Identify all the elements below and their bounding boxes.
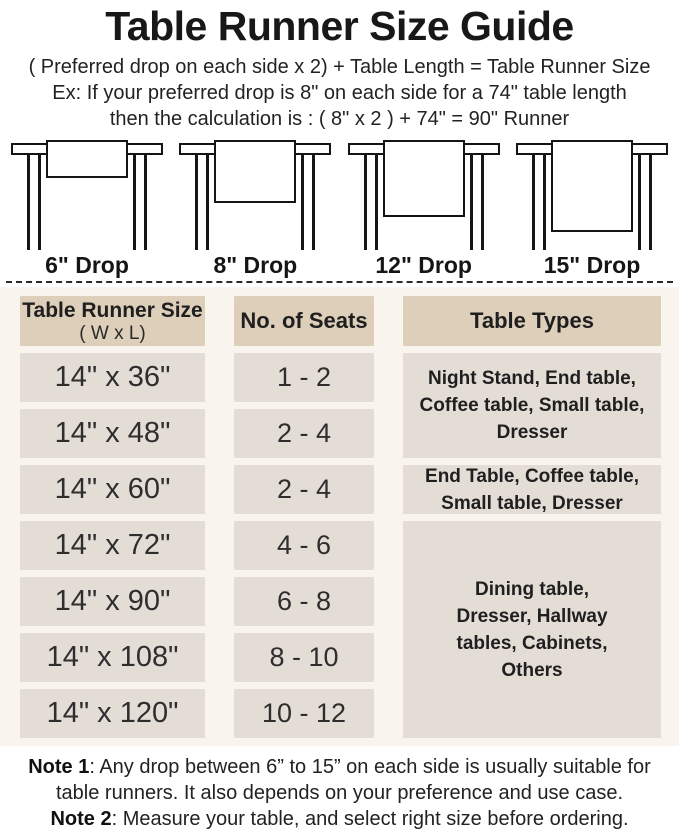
seats-cell: 1 - 2 (234, 353, 374, 402)
note-2 (8, 806, 671, 832)
header (0, 0, 679, 132)
example-line-1: Ex: If your preferred drop is 8" on each side for a 74" table length (52, 82, 627, 104)
drop-label: 15" Drop (543, 252, 641, 278)
size-header-title: Table Runner Size (22, 298, 203, 322)
table-illustration (6, 138, 168, 250)
table-illustration (511, 138, 673, 250)
drop-figure-8in (174, 138, 336, 278)
table-leg-left (364, 154, 378, 250)
runner-drape (46, 140, 128, 178)
table-leg-left (195, 154, 209, 250)
seats-header-cell: No. of Seats (234, 296, 374, 346)
seats-cell: 4 - 6 (234, 521, 374, 570)
size-cell: 14" x 48" (20, 409, 205, 458)
table-leg-right (301, 154, 315, 250)
table-illustration (343, 138, 505, 250)
seats-cell: 2 - 4 (234, 465, 374, 514)
size-header-cell (20, 296, 205, 346)
drop-label: 12" Drop (375, 252, 472, 278)
types-cell-medium-tables: End Table, Coffee table, Small table, Dresser (403, 465, 661, 514)
types-header-cell: Table Types (403, 296, 661, 346)
drop-label: 8" Drop (213, 252, 298, 278)
drop-figure-12in (343, 138, 505, 278)
dashed-divider (6, 281, 673, 283)
note-1 (8, 754, 671, 806)
table-leg-right (470, 154, 484, 250)
seats-cell: 8 - 10 (234, 633, 374, 682)
seats-cell: 10 - 12 (234, 689, 374, 738)
table-leg-left (27, 154, 41, 250)
table-illustration (174, 138, 336, 250)
table-leg-right (638, 154, 652, 250)
table-leg-right (133, 154, 147, 250)
size-cell: 14" x 36" (20, 353, 205, 402)
table-leg-left (532, 154, 546, 250)
size-cell: 14" x 72" (20, 521, 205, 570)
notes (0, 746, 679, 832)
drop-label: 6" Drop (45, 252, 129, 278)
formula-text: ( Preferred drop on each side x 2) + Table Length = Table Runner Size (28, 56, 651, 78)
runner-drape (214, 140, 296, 203)
size-cell: 14" x 60" (20, 465, 205, 514)
seats-cell: 6 - 8 (234, 577, 374, 626)
example-line-2: then the calculation is : ( 8" x 2 ) + 74" = 90" Runner (109, 108, 570, 130)
size-cell: 14" x 120" (20, 689, 205, 738)
types-cell-large-tables: Dining table, Dresser, Hallway tables, Cabinets, Others (403, 521, 661, 738)
note-2-label: Note 2 (50, 808, 112, 830)
size-cell: 14" x 108" (20, 633, 205, 682)
note-1-text: : Any drop between 6” to 15” on each side is usually suitable for table runners. It also depends on your preference and use case. (55, 756, 651, 804)
seats-cell: 2 - 4 (234, 409, 374, 458)
size-header-subtitle: ( W x L) (79, 322, 146, 344)
page-title: Table Runner Size Guide (105, 3, 574, 49)
types-cell-small-tables: Night Stand, End table, Coffee table, Small table, Dresser (403, 353, 661, 458)
runner-drape (383, 140, 465, 217)
size-cell: 14" x 90" (20, 577, 205, 626)
drop-illustrations (0, 132, 679, 278)
note-1-label: Note 1 (28, 756, 90, 778)
runner-drape (551, 140, 633, 232)
size-table (0, 287, 679, 746)
note-2-text: : Measure your table, and select right size before ordering. (111, 808, 629, 830)
drop-figure-6in (6, 138, 168, 278)
drop-figure-15in (511, 138, 673, 278)
